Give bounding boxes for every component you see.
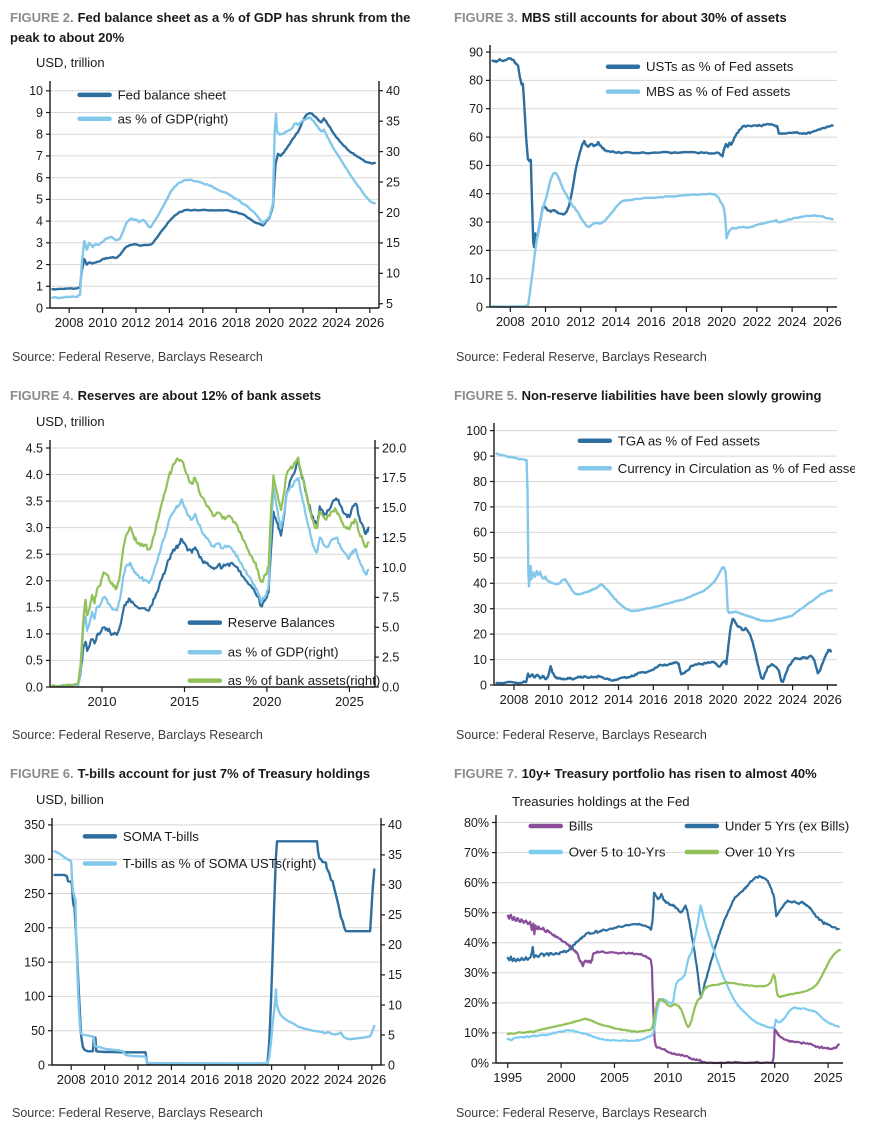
tick-label: 2015 bbox=[706, 1069, 736, 1085]
tick-label: 10 bbox=[388, 997, 402, 1012]
tick-label: 20.0 bbox=[382, 440, 407, 455]
tick-label: 0 bbox=[480, 677, 487, 692]
tick-label: 9 bbox=[36, 105, 43, 120]
axis-unit-label: USD, billion bbox=[36, 791, 104, 807]
figure-label: FIGURE 5. bbox=[454, 388, 518, 403]
tick-label: 20 bbox=[388, 937, 402, 952]
source-note: Source: Federal Reserve, Barclays Research bbox=[12, 728, 263, 742]
figure-label: FIGURE 6. bbox=[10, 766, 74, 781]
tick-label: 5 bbox=[36, 192, 43, 207]
tick-label: 2018 bbox=[221, 315, 251, 330]
tick-label: 10 bbox=[29, 84, 43, 99]
tick-label: 2018 bbox=[223, 1071, 253, 1087]
tick-label: 2012 bbox=[123, 1071, 153, 1087]
tick-label: 2020 bbox=[707, 313, 737, 329]
tick-label: 5 bbox=[388, 1027, 395, 1042]
tick-label: 0 bbox=[388, 1057, 395, 1072]
tick-label: 2022 bbox=[742, 313, 772, 329]
figure-panel-7 bbox=[435, 756, 870, 1134]
source-note: Source: Federal Reserve, Barclays Research bbox=[456, 1106, 707, 1120]
tick-label: 2010 bbox=[88, 315, 118, 330]
figure-title bbox=[10, 8, 419, 47]
tick-label: 2010 bbox=[87, 693, 117, 709]
tick-label: 200 bbox=[24, 920, 45, 935]
tick-label: 100 bbox=[466, 423, 487, 438]
tick-label: 60% bbox=[463, 875, 489, 890]
tick-label: 2024 bbox=[778, 691, 808, 707]
source-note: Source: Federal Reserve, Barclays Research bbox=[456, 350, 707, 364]
legend-label-over-10-yrs: Over 10 Yrs bbox=[724, 844, 796, 859]
tick-label: 2008 bbox=[54, 315, 84, 330]
legend-label-currency-pct: Currency in Circulation as % of Fed assets bbox=[617, 460, 855, 476]
tick-label: 2008 bbox=[56, 1071, 86, 1087]
tick-label: 15 bbox=[388, 967, 402, 982]
tick-label: 15 bbox=[386, 236, 400, 251]
tick-label: 25 bbox=[388, 907, 402, 922]
tick-label: 20 bbox=[469, 243, 483, 258]
figure-label: FIGURE 3. bbox=[454, 10, 518, 25]
chart-svg bbox=[10, 430, 419, 719]
chart-svg bbox=[10, 808, 419, 1097]
tick-label: 35 bbox=[388, 847, 402, 862]
chart-svg bbox=[10, 71, 419, 340]
figure-title-text: T-bills account for just 7% of Treasury holdings bbox=[77, 766, 371, 781]
tick-label: 50 bbox=[31, 1023, 45, 1038]
tick-label: 2012 bbox=[569, 691, 599, 707]
tick-label: 2010 bbox=[534, 691, 564, 707]
tick-label: 2012 bbox=[566, 313, 596, 329]
tick-label: 40% bbox=[463, 935, 489, 950]
tick-label: 3 bbox=[36, 236, 43, 251]
tick-label: 60 bbox=[469, 129, 483, 144]
tick-label: 10 bbox=[386, 266, 400, 281]
tick-label: 4 bbox=[36, 214, 43, 229]
tick-label: 2.5 bbox=[25, 547, 43, 561]
tick-label: 2015 bbox=[170, 693, 199, 709]
figure-label: FIGURE 4. bbox=[10, 388, 74, 403]
tick-label: 0.5 bbox=[25, 653, 43, 668]
tick-label: 2022 bbox=[290, 1071, 320, 1087]
tick-label: 1 bbox=[36, 279, 43, 294]
tick-label: 2020 bbox=[760, 1069, 790, 1085]
tick-label: 2018 bbox=[673, 691, 703, 707]
source-note: Source: Federal Reserve, Barclays Research bbox=[456, 728, 707, 742]
tick-label: 90 bbox=[469, 44, 483, 59]
tick-label: 2020 bbox=[708, 691, 738, 707]
tick-label: 30 bbox=[473, 601, 487, 616]
legend-label-t-bills-pct-soma: T-bills as % of SOMA USTs(right) bbox=[122, 855, 317, 871]
legend-label-bills: Bills bbox=[568, 818, 593, 833]
source-note: Source: Federal Reserve, Barclays Research bbox=[12, 350, 263, 364]
tick-label: 0 bbox=[36, 301, 43, 316]
tick-label: 2016 bbox=[638, 691, 668, 707]
figure-title-text: Reserves are about 12% of bank assets bbox=[77, 388, 322, 403]
tick-label: 5.0 bbox=[382, 620, 400, 635]
tick-label: 350 bbox=[24, 817, 45, 832]
tick-label: 10.0 bbox=[382, 560, 407, 575]
tick-label: 2008 bbox=[495, 313, 525, 329]
legend-label-mbs-pct: MBS as % of Fed assets bbox=[646, 83, 791, 99]
tick-label: 50 bbox=[473, 550, 487, 565]
tick-label: 0 bbox=[38, 1057, 45, 1072]
figure-title bbox=[454, 386, 855, 406]
tick-label: 4.5 bbox=[25, 440, 43, 455]
tick-label: 2016 bbox=[190, 1071, 220, 1087]
tick-label: 2014 bbox=[601, 313, 631, 329]
tick-label: 30 bbox=[388, 877, 402, 892]
series-mbs-pct bbox=[493, 172, 833, 306]
tick-label: 2026 bbox=[357, 1071, 387, 1087]
tick-label: 2022 bbox=[743, 691, 773, 707]
tick-label: 2020 bbox=[257, 1071, 287, 1087]
tick-label: 2026 bbox=[812, 313, 842, 329]
tick-label: 2022 bbox=[288, 315, 318, 330]
figure-panel-3 bbox=[435, 0, 870, 378]
tick-label: 2014 bbox=[156, 1071, 186, 1087]
series-bills bbox=[508, 914, 839, 1062]
tick-label: 0.0 bbox=[382, 679, 400, 694]
tick-label: 2012 bbox=[121, 315, 151, 330]
tick-label: 70 bbox=[473, 499, 487, 514]
tick-label: 17.5 bbox=[382, 470, 407, 485]
tick-label: 7 bbox=[36, 149, 43, 164]
figure-title-text: MBS still accounts for about 30% of assets bbox=[521, 10, 787, 25]
tick-label: 40 bbox=[473, 576, 487, 591]
tick-label: 8 bbox=[36, 127, 43, 142]
legend-label-over-5-to-10-yrs: Over 5 to 10-Yrs bbox=[568, 844, 666, 859]
tick-label: 1.0 bbox=[25, 626, 43, 641]
tick-label: 40 bbox=[469, 186, 483, 201]
chart-inner-title: Treasuries holdings at the Fed bbox=[512, 793, 690, 809]
tick-label: 1.5 bbox=[25, 600, 43, 615]
series-currency-pct bbox=[497, 453, 832, 621]
chart-svg bbox=[454, 411, 855, 719]
tick-label: 5 bbox=[386, 297, 393, 311]
tick-label: 2005 bbox=[600, 1069, 629, 1085]
legend-label-reserves-pct-bank-assets: as % of bank assets(right) bbox=[227, 672, 381, 688]
chart-treasury-maturity-mix bbox=[454, 789, 855, 1097]
tick-label: 25 bbox=[386, 175, 400, 190]
tick-label: 20 bbox=[386, 205, 400, 220]
axis-unit-label: USD, trillion bbox=[36, 413, 105, 429]
chart-mbs-share bbox=[454, 33, 855, 341]
tick-label: 30 bbox=[469, 214, 483, 229]
figure-title-text: Non-reserve liabilities have been slowly growing bbox=[521, 388, 822, 403]
tick-label: 10 bbox=[469, 271, 483, 286]
tick-label: 7.5 bbox=[382, 590, 400, 605]
tick-label: 2026 bbox=[812, 691, 842, 707]
legend-label-reserve-balances: Reserve Balances bbox=[227, 614, 335, 630]
tick-label: 2010 bbox=[653, 1069, 683, 1085]
tick-label: 20 bbox=[473, 626, 487, 641]
tick-label: 70 bbox=[469, 101, 483, 116]
tick-label: 2016 bbox=[188, 315, 218, 330]
chart-reserves bbox=[10, 430, 419, 719]
tick-label: 30 bbox=[386, 144, 400, 159]
legend-label-reserves-pct-gdp: as % of GDP(right) bbox=[227, 644, 339, 660]
tick-label: 2010 bbox=[531, 313, 560, 329]
tick-label: 2008 bbox=[499, 691, 529, 707]
tick-label: 12.5 bbox=[382, 530, 407, 545]
series-pct-of-gdp bbox=[53, 114, 375, 298]
tick-label: 2.0 bbox=[25, 573, 43, 588]
tick-label: 4.0 bbox=[25, 467, 43, 482]
legend-label-fed-balance-sheet: Fed balance sheet bbox=[117, 87, 227, 103]
tick-label: 2016 bbox=[636, 313, 666, 329]
tick-label: 15.0 bbox=[382, 500, 407, 515]
tick-label: 2020 bbox=[255, 315, 285, 330]
figure-label: FIGURE 2. bbox=[10, 10, 74, 25]
tick-label: 2000 bbox=[546, 1069, 576, 1085]
tick-label: 10 bbox=[473, 652, 487, 667]
tick-label: 90 bbox=[473, 448, 487, 463]
tick-label: 3.5 bbox=[25, 493, 43, 508]
series-fed-balance-sheet bbox=[53, 113, 375, 289]
legend-label-pct-of-gdp: as % of GDP(right) bbox=[117, 111, 229, 127]
figure-panel-5 bbox=[435, 378, 870, 756]
tick-label: 35 bbox=[386, 114, 400, 129]
tick-label: 250 bbox=[24, 886, 45, 901]
figure-panel-4 bbox=[0, 378, 435, 756]
tick-label: 300 bbox=[24, 852, 45, 866]
figure-title bbox=[454, 764, 855, 784]
figure-panel-6 bbox=[0, 756, 435, 1134]
figure-title bbox=[454, 8, 855, 28]
tick-label: 2025 bbox=[813, 1069, 843, 1085]
chart-non-reserve-liabilities bbox=[454, 411, 855, 719]
tick-label: 70% bbox=[463, 845, 489, 860]
tick-label: 0 bbox=[476, 299, 483, 314]
tick-label: 150 bbox=[24, 954, 45, 969]
figure-label: FIGURE 7. bbox=[454, 766, 518, 781]
tick-label: 80 bbox=[469, 73, 483, 88]
tick-label: 3.0 bbox=[25, 520, 43, 535]
tick-label: 2.5 bbox=[382, 649, 400, 664]
figure-panel-2 bbox=[0, 0, 435, 378]
chart-t-bills bbox=[10, 808, 419, 1097]
source-note: Source: Federal Reserve, Barclays Research bbox=[12, 1106, 263, 1120]
tick-label: 2024 bbox=[323, 1071, 353, 1087]
series-tga-pct bbox=[497, 618, 831, 682]
legend-label-soma-t-bills: SOMA T-bills bbox=[122, 828, 199, 844]
tick-label: 80 bbox=[473, 474, 487, 489]
tick-label: 80% bbox=[463, 815, 489, 830]
tick-label: 2024 bbox=[321, 315, 351, 330]
legend-label-tga-pct: TGA as % of Fed assets bbox=[617, 432, 761, 448]
series-t-bills-pct-soma bbox=[55, 851, 375, 1063]
tick-label: 2018 bbox=[671, 313, 701, 329]
figure-title bbox=[10, 386, 419, 406]
figure-title-text: 10y+ Treasury portfolio has risen to almost 40% bbox=[521, 766, 817, 781]
figure-title bbox=[10, 764, 419, 784]
tick-label: 30% bbox=[463, 965, 489, 980]
tick-label: 0% bbox=[470, 1055, 489, 1070]
axis-unit-label: USD, trillion bbox=[36, 55, 105, 70]
chart-svg bbox=[454, 789, 855, 1097]
tick-label: 0.0 bbox=[25, 679, 43, 694]
tick-label: 40 bbox=[386, 84, 400, 98]
tick-label: 50% bbox=[463, 905, 489, 920]
chart-svg bbox=[454, 33, 855, 341]
tick-label: 2020 bbox=[252, 693, 282, 709]
tick-label: 2014 bbox=[604, 691, 633, 707]
tick-label: 2 bbox=[36, 257, 43, 272]
tick-label: 6 bbox=[36, 171, 43, 185]
chart-fed-balance-sheet bbox=[10, 71, 419, 340]
tick-label: 2014 bbox=[154, 315, 184, 330]
tick-label: 60 bbox=[473, 525, 487, 540]
tick-label: 40 bbox=[388, 817, 402, 832]
legend-label-usts-pct: USTs as % of Fed assets bbox=[646, 58, 794, 74]
legend-label-under-5-yrs: Under 5 Yrs (ex Bills) bbox=[724, 818, 850, 833]
tick-label: 2010 bbox=[90, 1071, 120, 1087]
figure-title-text: Fed balance sheet as a % of GDP has shrunk from the peak to about 20% bbox=[10, 10, 411, 45]
tick-label: 50 bbox=[469, 158, 483, 173]
tick-label: 2026 bbox=[355, 315, 385, 330]
tick-label: 2025 bbox=[334, 693, 364, 709]
tick-label: 2024 bbox=[777, 313, 807, 329]
tick-label: 100 bbox=[24, 989, 45, 1004]
tick-label: 20% bbox=[463, 995, 489, 1010]
tick-label: 10% bbox=[463, 1025, 489, 1040]
tick-label: 1995 bbox=[493, 1069, 523, 1085]
